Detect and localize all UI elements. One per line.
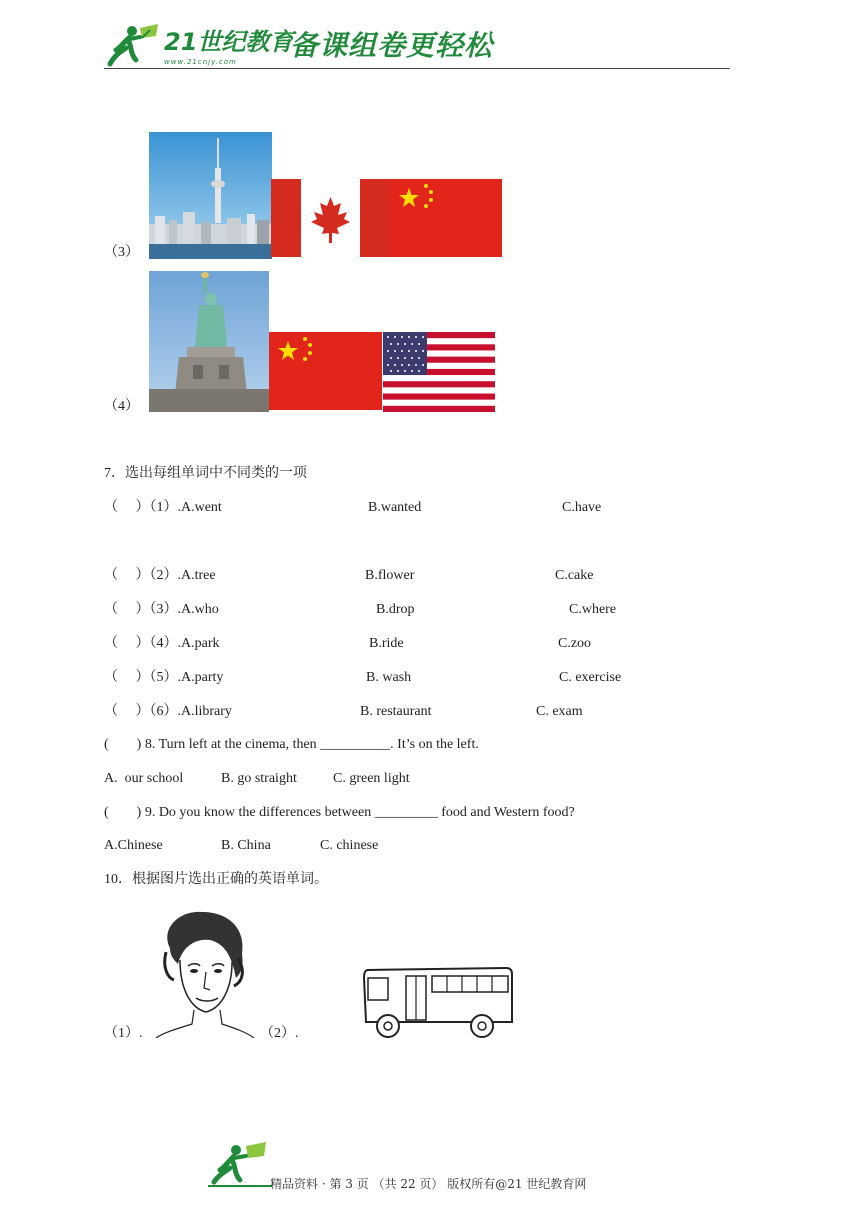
- q7-item-4-b: B.ride: [369, 636, 404, 651]
- china-flag-image-2: [269, 332, 382, 410]
- q7-item-1-a: （ ）（1）.A.went: [104, 500, 222, 515]
- q7-item-4-a: （ ）（4）.A.park: [104, 636, 220, 651]
- q7-item-5-a: （ ）（5）.A.party: [104, 670, 224, 685]
- q6-item-3-label: （3）: [104, 245, 139, 260]
- q9-option-c: C. chinese: [320, 838, 379, 853]
- q9-option-a: A.Chinese: [104, 838, 163, 853]
- q8-question: ( ) 8. Turn left at the cinema, then __________. It’s on the left.: [104, 737, 479, 752]
- q7-item-2-a: （ ）（2）.A.tree: [104, 568, 216, 583]
- q8-option-c: C. green light: [333, 771, 410, 786]
- q7-item-1-b: B.wanted: [368, 500, 422, 515]
- footer-text: 精品资料 · 第 3 页 （共 22 页） 版权所有@21 世纪教育网: [270, 1177, 587, 1191]
- woman-portrait-sketch-image: [150, 908, 256, 1038]
- statue-of-liberty-image: [149, 271, 269, 412]
- logo-url: www.21cnjy.com: [164, 58, 237, 66]
- q8-option-a: A. our school: [104, 771, 184, 786]
- header-divider: [104, 68, 730, 69]
- q7-item-5-b: B. wash: [366, 670, 412, 685]
- q7-item-1-c: C.have: [562, 500, 602, 515]
- q10-title: 10．根据图片选出正确的英语单词。: [104, 872, 328, 887]
- q7-item-4-c: C.zoo: [558, 636, 592, 651]
- q6-item-4-label: （4）: [104, 399, 139, 414]
- q7-item-3-a: （ ）（3）.A.who: [104, 602, 219, 617]
- q10-item-2-label: （2）.: [260, 1026, 299, 1041]
- q7-item-6-b: B. restaurant: [360, 704, 432, 719]
- usa-flag-image: [383, 332, 495, 412]
- q7-item-3-b: B.drop: [376, 602, 415, 617]
- q7-item-3-c: C.where: [569, 602, 617, 617]
- header: [104, 22, 734, 70]
- china-flag-image: [390, 179, 502, 257]
- footer-runner-logo-icon: [208, 1140, 272, 1188]
- bus-sketch-image: [362, 964, 514, 1040]
- q9-question: ( ) 9. Do you know the differences between _________ food and Western food?: [104, 805, 575, 820]
- canada-flag-image: [271, 179, 390, 257]
- q7-item-6-a: （ ）（6）.A.library: [104, 704, 232, 719]
- toronto-cn-tower-image: [149, 132, 272, 259]
- q7-item-5-c: C. exercise: [559, 670, 622, 685]
- q7-item-2-c: C.cake: [555, 568, 594, 583]
- header-slogan: 备课组卷更轻松: [290, 29, 494, 62]
- q8-option-b: B. go straight: [221, 771, 297, 786]
- q7-item-2-b: B.flower: [365, 568, 415, 583]
- q9-option-b: B. China: [221, 838, 271, 853]
- q7-title: 7．选出每组单词中不同类的一项: [104, 466, 307, 481]
- q7-item-6-c: C. exam: [536, 704, 583, 719]
- logo-text: 21世纪教育: [164, 28, 294, 56]
- runner-logo-icon: [106, 22, 166, 68]
- q10-item-1-label: （1）.: [104, 1026, 143, 1041]
